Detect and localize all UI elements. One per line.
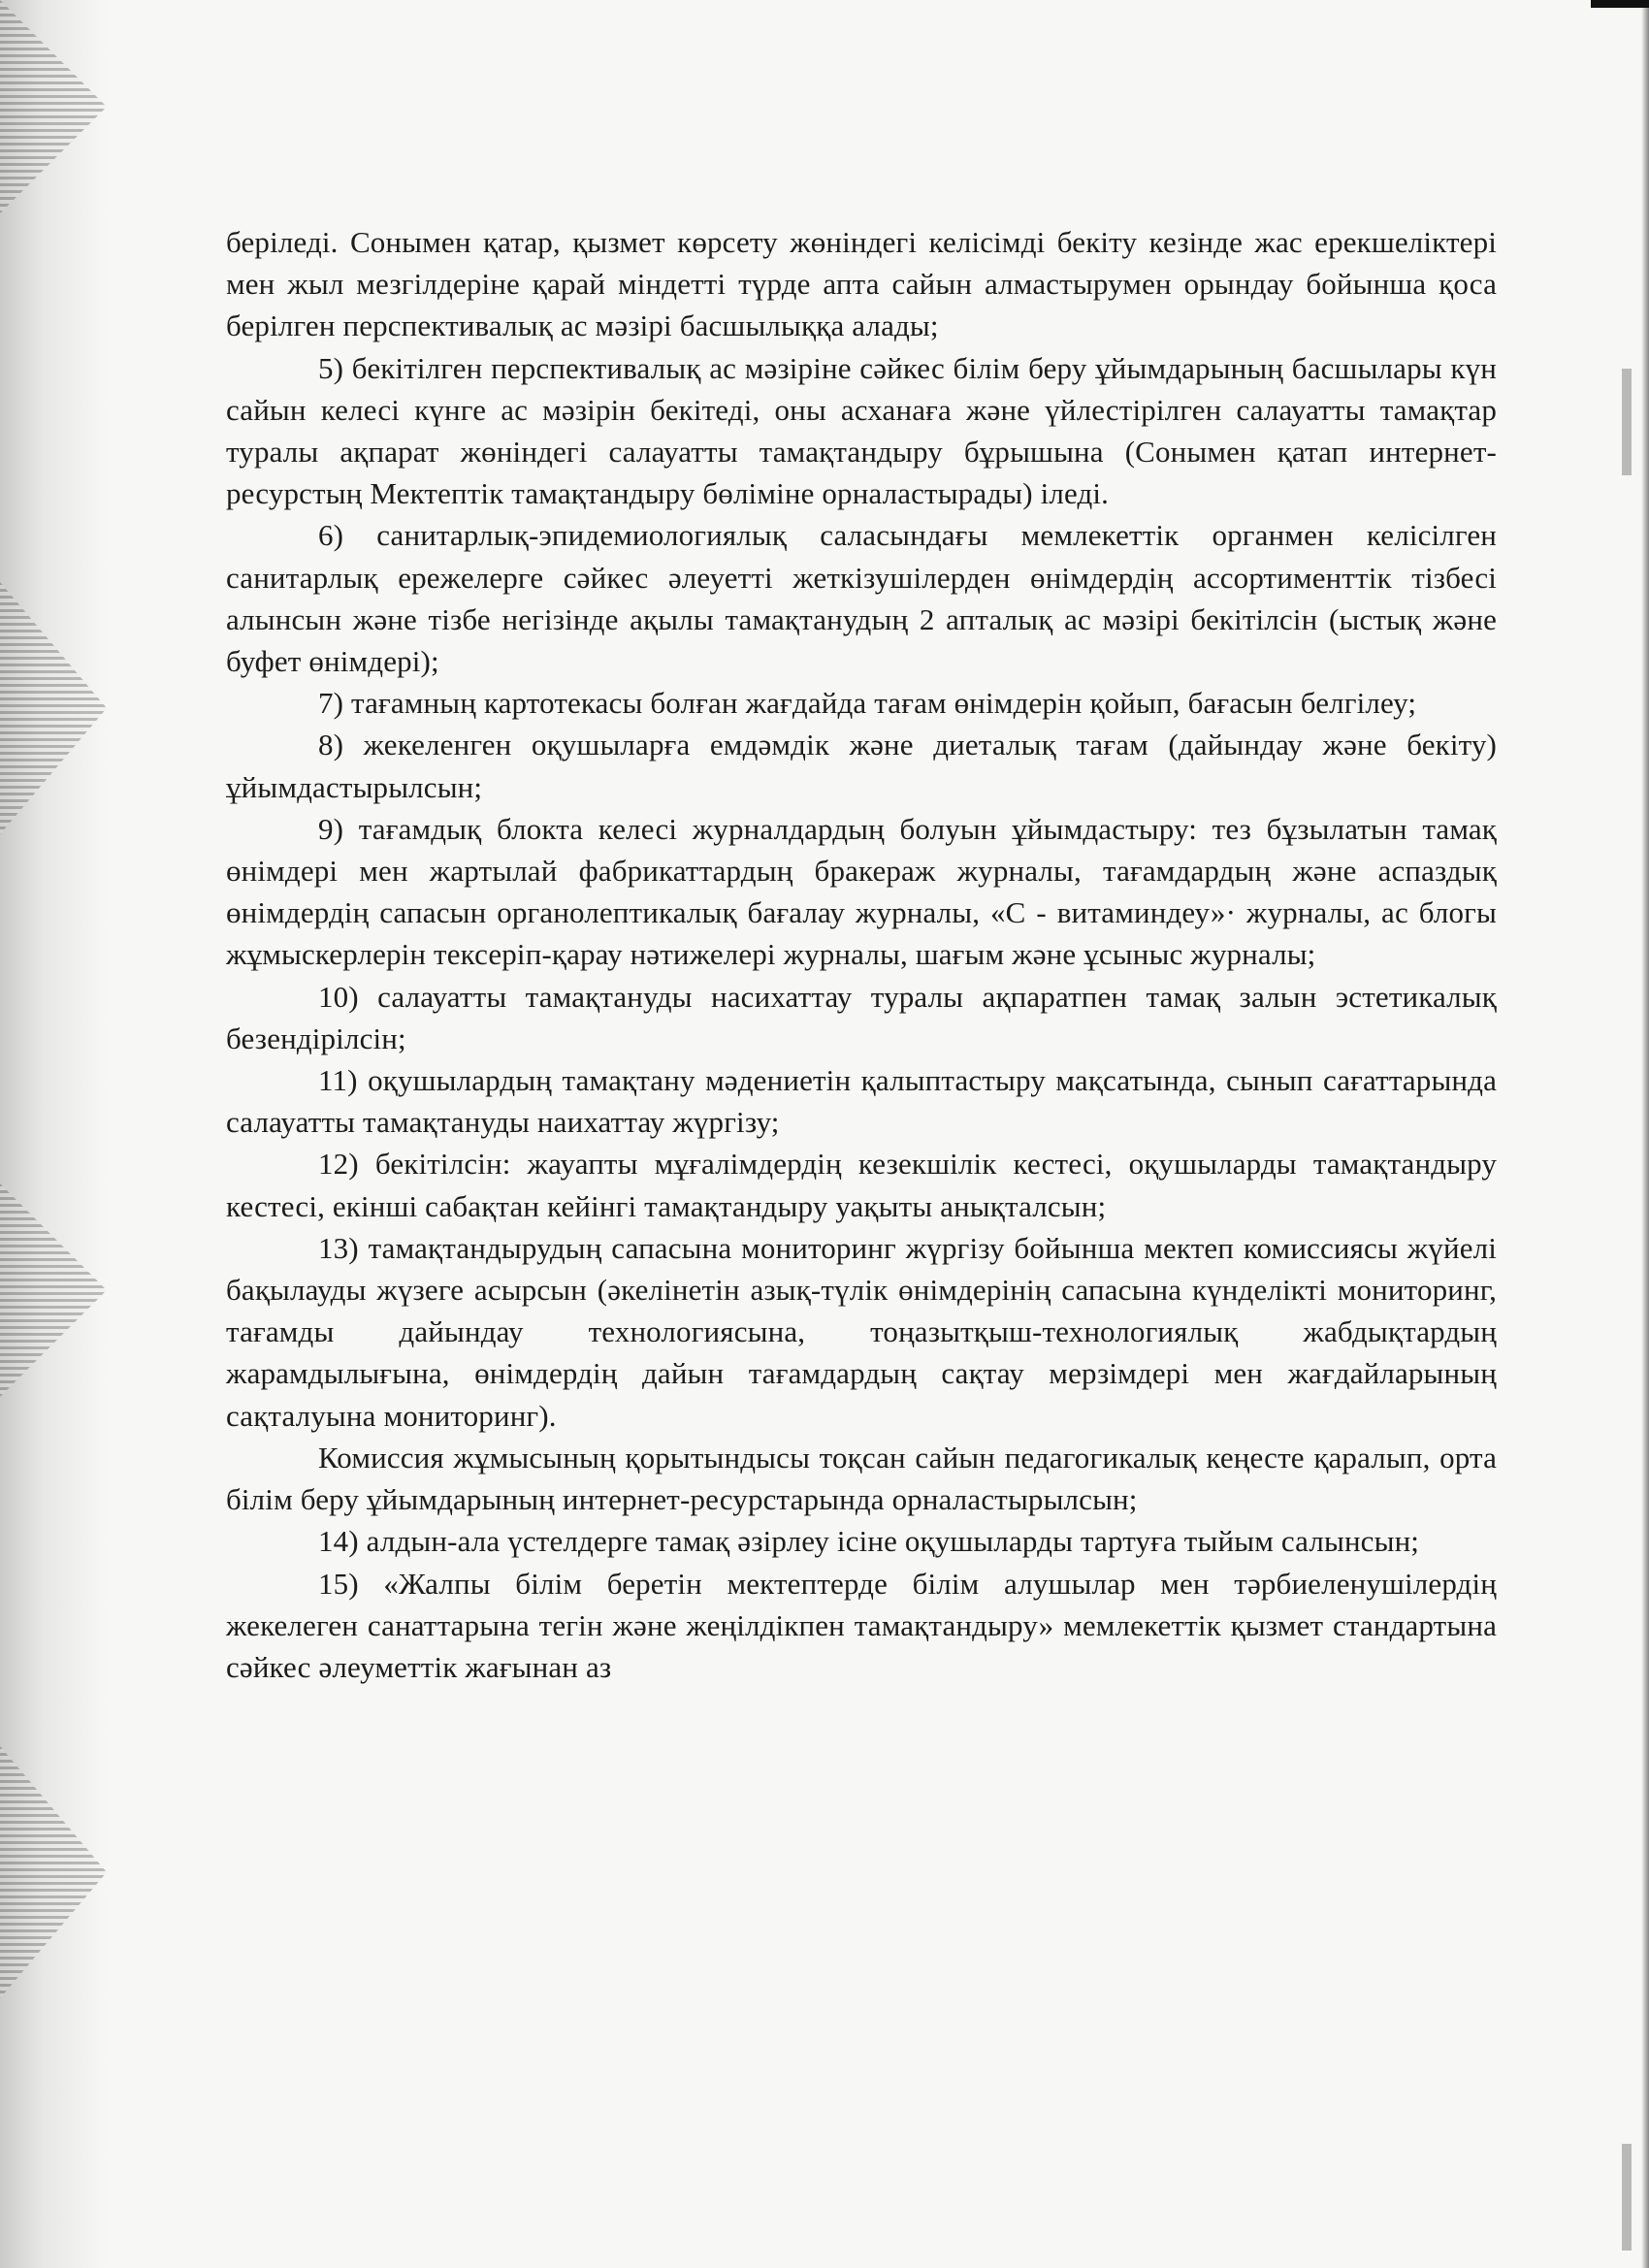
paragraph-item-6: 6) санитарлық-эпидемиологиялық саласындағы мемлекеттік органмен келісілген санитарлық ережелерге сәйкес әлеуетті жеткізушілерден өнімдердің ассортименттік тізбесі алынсын және тізбе негізінде ақылы тамақтанудың 2 апталық ас мәзірі бекітілсін (ыстық және буфет өнімдері); xyxy=(226,518,1497,679)
scan-corner-mark xyxy=(1591,0,1649,8)
scan-shadow-right xyxy=(1641,0,1649,2268)
paragraph-item-5: 5) бекітілген перспективалық ас мәзіріне сәйкес білім беру ұйымдарының басшылары күн сайын келесі күнге ас мәзірін бекітеді, оны асханаға және үйлестірілген салауатты тамақтар туралы ақпарат жөніндегі салауатты тамақтандыру бұрышына (Сонымен қатап интернет-ресурстың Мектептік тамақтандыру бөліміне орналастырады) іледі. xyxy=(226,350,1497,511)
scan-streak xyxy=(1622,369,1632,475)
paragraph-item-15: 15) «Жалпы білім беретін мектептерде білім алушылар мен тәрбиеленушілердің жекелеген санаттарына тегін және жеңілдікпен тамақтандыру» мемлекеттік қызмет стандартына сәйкес әлеуметтік жағынан аз xyxy=(226,1566,1497,1684)
paragraph-item-14: 14) алдын-ала үстелдерге тамақ әзірлеу ісіне оқушыларды тартуға тыйым салынсын; xyxy=(318,1524,1420,1559)
paragraph-item-13: 13) тамақтандырудың сапасына мониторинг жүргізу бойынша мектеп комиссиясы жүйелі бақылауды жүзеге асырсын (әкелінетін азық-түлік өнімдерінің сапасына күнделікті мониторинг, тағамды дайындау технологиясына, тоңазытқыш-технологиялық жабдықтардың жарамдылығына, өнімдердің дайын тағамдардың сақтау мерзімдері мен жағдайларының сақталуына мониторинг). xyxy=(226,1230,1497,1433)
paragraph-item-8: 8) жекеленген оқушыларға емдәмдік және диеталық тағам (дайындау және бекіту) ұйымдастырылсын; xyxy=(226,728,1497,804)
document-body xyxy=(226,221,1497,1688)
paragraph: беріледі. Сонымен қатар, қызмет көрсету жөніндегі келісімді бекіту кезінде жас ерекшеліктері мен жыл мезгілдеріне қарай міндетті түрде апта сайын алмастырумен орындау бойынша қоса берілген перспективалық ас мәзірі басшылыққа алады; xyxy=(226,225,1497,343)
paragraph-item-11: 11) оқушылардың тамақтану мәдениетін қалыптастыру мақсатында, сынып сағаттарында салауатты тамақтануды наихаттау жүргізу; xyxy=(226,1063,1497,1140)
paragraph-item-10: 10) салауатты тамақтануды насихаттау туралы ақпаратпен тамақ залын эстетикалық безендірілсін; xyxy=(226,979,1497,1055)
scan-streak xyxy=(1622,2144,1632,2251)
paragraph-commission: Комиссия жұмысының қорытындысы тоқсан сайын педагогикалық кеңесте қаралып, орта білім беру ұйымдарының интернет-ресурстарында орналастырылсын; xyxy=(226,1440,1497,1517)
paragraph-item-9: 9) тағамдық блокта келесі журналдардың болуын ұйымдастыру: тез бұзылатын тамақ өнімдері мен жартылай фабрикаттардың бракераж журналы, тағамдардың және аспаздық өнімдердің сапасын органолептикалық бағалау журналы, «С - витаминдеу»· журналы, ас блогы жұмыскерлерін тексеріп-қарау нәтижелері журналы, шағым және ұсыныс журналы; xyxy=(226,811,1497,972)
paragraph-item-12: 12) бекітілсін: жауапты мұғалімдердің кезекшілік кестесі, оқушыларды тамақтандыру кестесі, екінші сабақтан кейінгі тамақтандыру уақыты анықталсын; xyxy=(226,1147,1497,1223)
paragraph-item-7: 7) тағамның картотекасы болған жағдайда тағам өнімдерін қойып, бағасын белгілеу; xyxy=(318,686,1417,721)
